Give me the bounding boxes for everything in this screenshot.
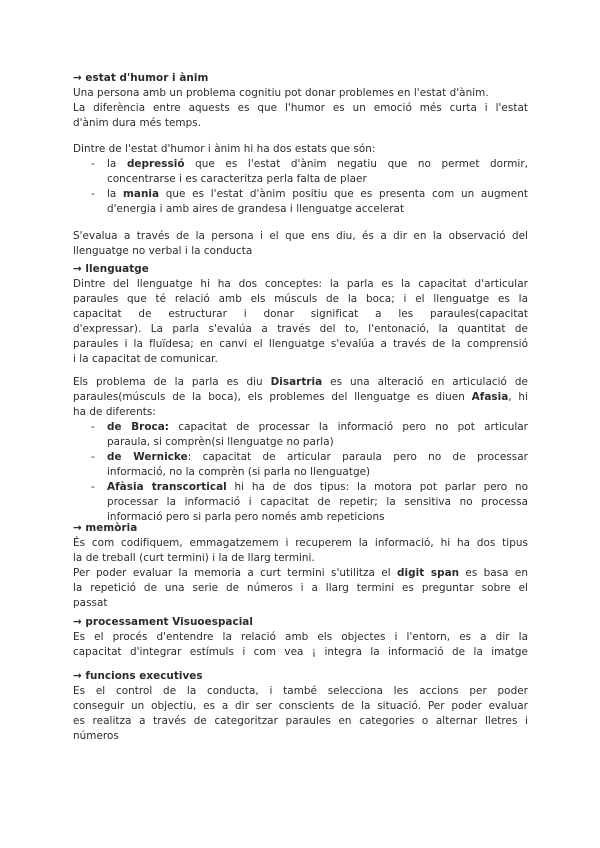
section-llenguatge [73,262,528,367]
term: Disartria [270,376,323,388]
paragraph-line: S'evalua a través de la persona i el que ens diu, és a dir en la observació del [73,230,528,242]
paragraph-line: capacitat d'integrar estímuls i com vea ¡ integra la informació de la imatge [73,646,528,658]
paragraph-line: capacitat de estructurar i donar significat a les paraules(capacitat [73,308,528,320]
paragraph-line: paraules i la fluïdesa; en canvi el llenguatge s'evalúa a través de la comprensió [73,338,528,350]
section-heading: → processament Visuoespacial [73,616,253,628]
section-heading: → memòria [73,522,138,534]
section-heading: → llenguatge [73,263,149,275]
term: Afàsia transcortical [107,481,227,493]
paragraph-line: Una persona amb un problema cognitiu pot donar problemes en l'estat d'ànim. [73,87,489,99]
section-heading: → estat d'humor i ànim [73,72,209,84]
paragraph-line: números [73,730,119,742]
paragraph-line: És com codifiquem, emmagatzemem i recuperem la informació, hi ha dos tipus [73,537,528,549]
paragraph-line: ha de diferents: [73,406,156,418]
paragraph-line: La diferència entre aquests es que l'humor es un emoció més curta i l'estat [73,102,528,114]
paragraph-line: conseguir un objectiu, es a dir ser conscients de la situació. Per poder evaluar [73,700,528,712]
paragraph-line: la de treball (curt termini) i la de llarg termini. [73,552,315,564]
section-memoria [73,521,528,611]
paragraph-line: passat [73,597,108,609]
term: digit span [397,567,460,579]
paragraph-line: Els problema de la parla es diu Disartria es una alteració en articulació de [73,376,528,388]
term: de Wernicke [107,451,188,463]
paragraph-line: Es el procés d'entendre la relació amb els objectes i l'entorn, es a dir la [73,631,528,643]
dash-bullet: - [91,481,95,493]
paragraph-line: Es el control de la conducta, i també selecciona les accions per poder [73,685,528,697]
term: Afasia [471,391,509,403]
dash-bullet: - [91,188,95,200]
paragraph-line: la repetició de una serie de números i a llarg termini es preguntar sobre el [73,582,528,594]
term: depressió [126,158,185,170]
paragraph-line: llenguatge no verbal i la conducta [73,245,253,257]
dash-bullet: - [91,421,95,433]
section-visuoespacial [73,615,528,660]
list-item: - de Broca: capacitat de processar la informació pero no pot articular paraula, si comprèn(si llenguatge no parla) [91,421,528,448]
list-item: - la mania que es l'estat d'ànim positiu que es presenta com un augment d'energia i amb aires de grandesa i llenguatge accelerat [91,188,528,215]
section-llenguatge-problems [73,375,528,525]
section-heading: → funcions executives [73,670,203,682]
paragraph-line: Per poder evaluar la memoria a curt termini s'utilitza el digit span es basa en [73,567,528,579]
section-estat-humor-eval [73,229,528,259]
list-item: - de Wernicke: capacitat de articular paraula pero no de processar informació, no la comprèn (si parla no llenguatge) [91,451,528,478]
dash-bullet: - [91,158,95,170]
term: de Broca: [107,421,170,433]
section-funcions-executives [73,669,528,744]
term: mania [123,188,160,200]
paragraph-line: d'ànim dura més temps. [73,117,202,129]
paragraph-line: es realitza a través de categoritzar paraules en categories o alternar lletres i [73,715,528,727]
paragraph-line: paraules(músculs de la boca), els problemes del llenguatge es diuen Afasia, hi [73,391,528,403]
list-item: - Afàsia transcortical hi ha de dos tipus: la motora pot parlar pero no processar la informació i capacitat de repetir; la sensitiva no processa informació pero si parla pero només amb repeticions [91,481,528,523]
paragraph-line: i la capacitat de comunicar. [73,353,218,365]
dash-bullet: - [91,451,95,463]
paragraph-line: Dintre del llenguatge hi ha dos conceptes: la parla es la capacitat d'articular [73,278,528,290]
paragraph-line: d'expressar). La parla s'evalúa a través del to, l'entonació, la quantitat de [73,323,528,335]
section-estat-humor [73,71,528,131]
section-estat-humor-list [73,142,528,217]
paragraph-line: Dintre de l'estat d'humor i ànim hi ha dos estats que són: [73,143,376,155]
list-item: - la depressió que es l'estat d'ànim negatiu que no permet dormir, concentrarse i es caracteritza perla falta de plaer [91,158,528,185]
paragraph-line: paraules que té relació amb els músculs de la boca; i el llenguatge es la [73,293,528,305]
